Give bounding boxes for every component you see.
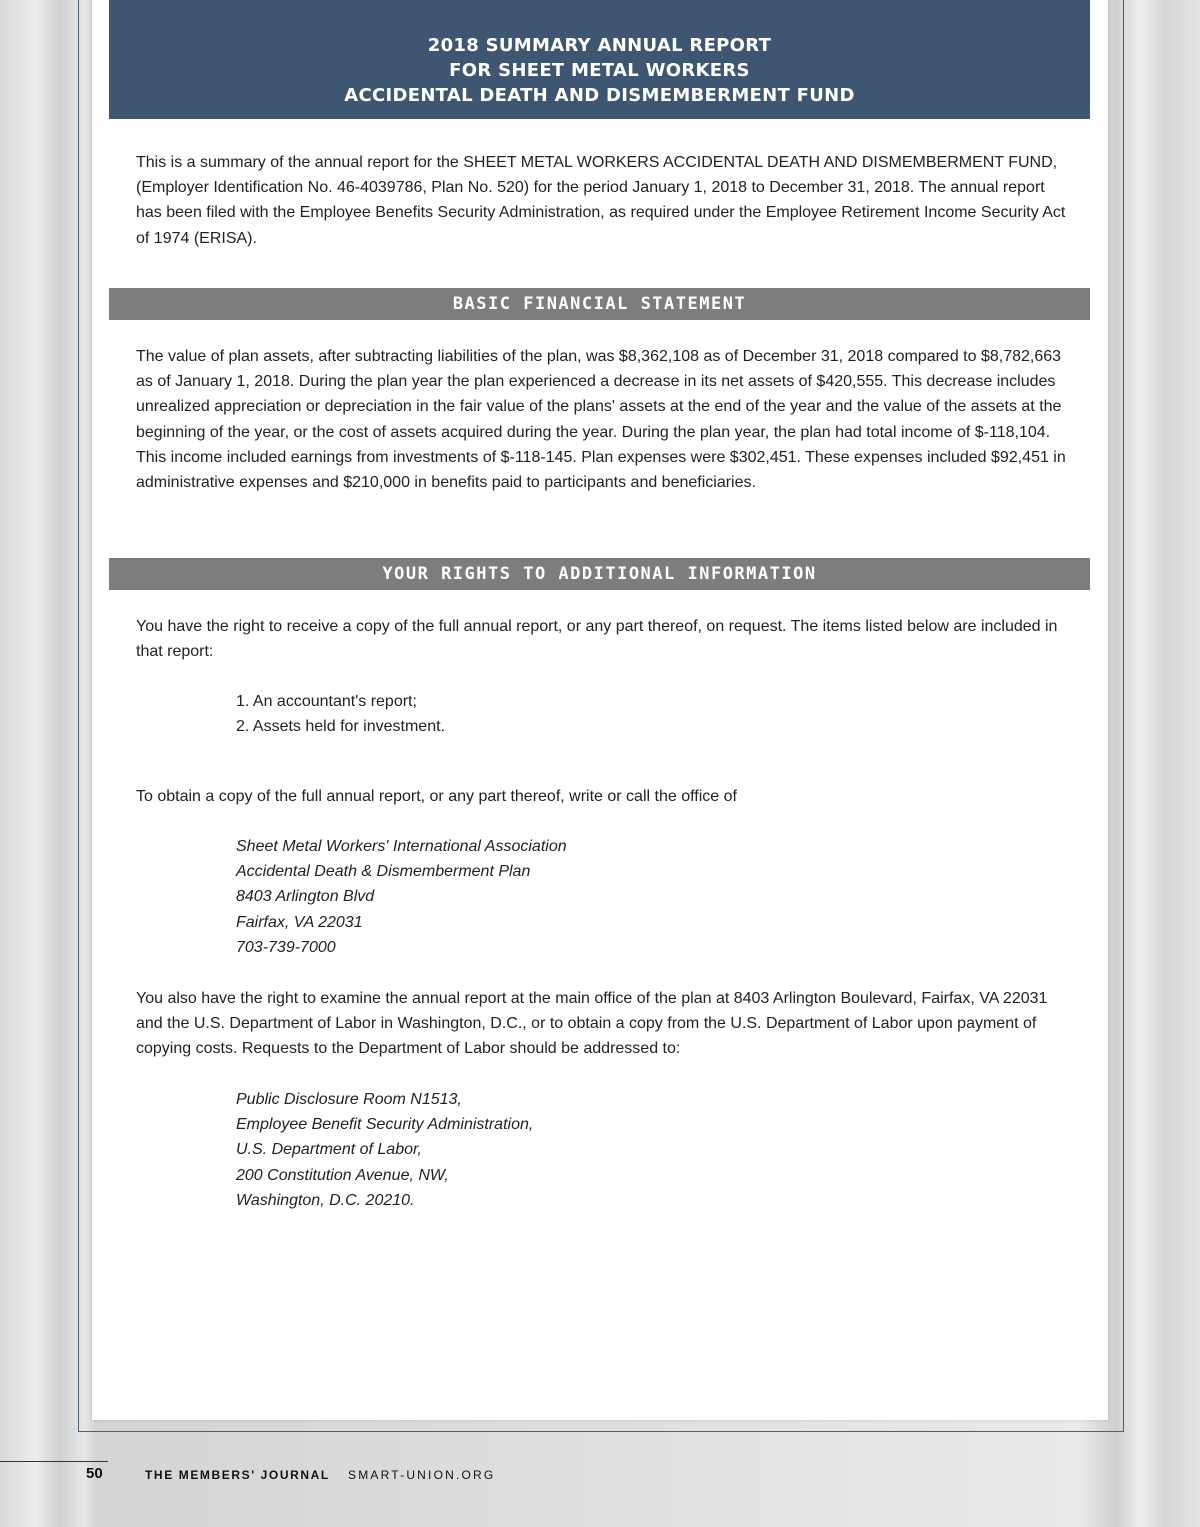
phone-number: 703-739-7000: [236, 938, 336, 956]
title-line-1: 2018 SUMMARY ANNUAL REPORT: [427, 35, 772, 56]
address-line: 200 Constitution Avenue, NW,: [236, 1166, 449, 1184]
address-line: Accidental Death & Dismemberment Plan: [236, 863, 531, 881]
address-line: 8403 Arlington Blvd: [236, 888, 375, 906]
rights-intro-paragraph: You have the right to receive a copy of the full annual report, or any part thereof, on request. The items listed below are included in that report:: [136, 618, 1058, 661]
address-line: Fairfax, VA 22031: [236, 913, 363, 931]
page-number: 50: [86, 1465, 103, 1482]
financial-heading: BASIC FINANCIAL STATEMENT: [109, 288, 1090, 320]
address-line: Sheet Metal Workers' International Association: [236, 838, 567, 855]
title-line-3: ACCIDENTAL DEATH AND DISMEMBERMENT FUND: [344, 85, 855, 106]
dol-address: [236, 1087, 533, 1213]
examine-paragraph: You also have the right to examine the annual report at the main office of the plan at 8403 Arlington Boulevard, Fairfax, VA 22031 and the U.S. Department of Labor in Washington, D.C., or to obtain a copy from the U.S. Department of Labor upon payment of copying costs. Requests to the Department of Labor should be addressed to:: [136, 990, 1048, 1058]
address-line: U.S. Department of Labor,: [236, 1141, 422, 1159]
address-line: Employee Benefit Security Administration,: [236, 1116, 534, 1134]
list-item: 2. Assets held for investment.: [236, 718, 445, 735]
list-item: 1. An accountant's report;: [236, 693, 417, 710]
journal-name: THE MEMBERS' JOURNAL: [145, 1468, 330, 1482]
obtain-paragraph: To obtain a copy of the full annual report, or any part thereof, write or call the office of: [136, 788, 737, 805]
address-line: Washington, D.C. 20210.: [236, 1191, 415, 1209]
title-banner: [109, 0, 1090, 119]
financial-paragraph: The value of plan assets, after subtracting liabilities of the plan, was $8,362,108 as of December 31, 2018 compared to $8,782,663 as of January 1, 2018. During the plan year the plan experienced a decrease in its net assets of $420,555. This decrease includes unrealized appreciation or depreciation in the fair value of the plans' assets at the end of the year and the value of the assets at the beginning of the year, or the cost of assets acquired during the year. During the plan year, the plan had total income of $-118,104. This income included earnings from investments of $-118-145. Plan expenses were $302,451. These expenses included $92,451 in administrative expenses and $210,000 in benefits paid to participants and beneficiaries.: [136, 348, 1066, 492]
website-url: SMART-UNION.ORG: [348, 1468, 496, 1482]
rights-heading: YOUR RIGHTS TO ADDITIONAL INFORMATION: [109, 558, 1090, 590]
report-items-list: [236, 689, 445, 739]
address-line: Public Disclosure Room N1513,: [236, 1091, 462, 1108]
footer-rule: [0, 1461, 108, 1462]
office-address: [236, 834, 567, 960]
title-line-2: FOR SHEET METAL WORKERS: [449, 60, 750, 81]
intro-paragraph: This is a summary of the annual report for the SHEET METAL WORKERS ACCIDENTAL DEATH AND DISMEMBERMENT FUND, (Employer Identification No. 46-4039786, Plan No. 520) for the period January 1, 2018 to December 31, 2018. The annual report has been filed with the Employee Benefits Security Administration, as required under the Employee Retirement Income Security Act of 1974 (ERISA).: [136, 154, 1066, 247]
